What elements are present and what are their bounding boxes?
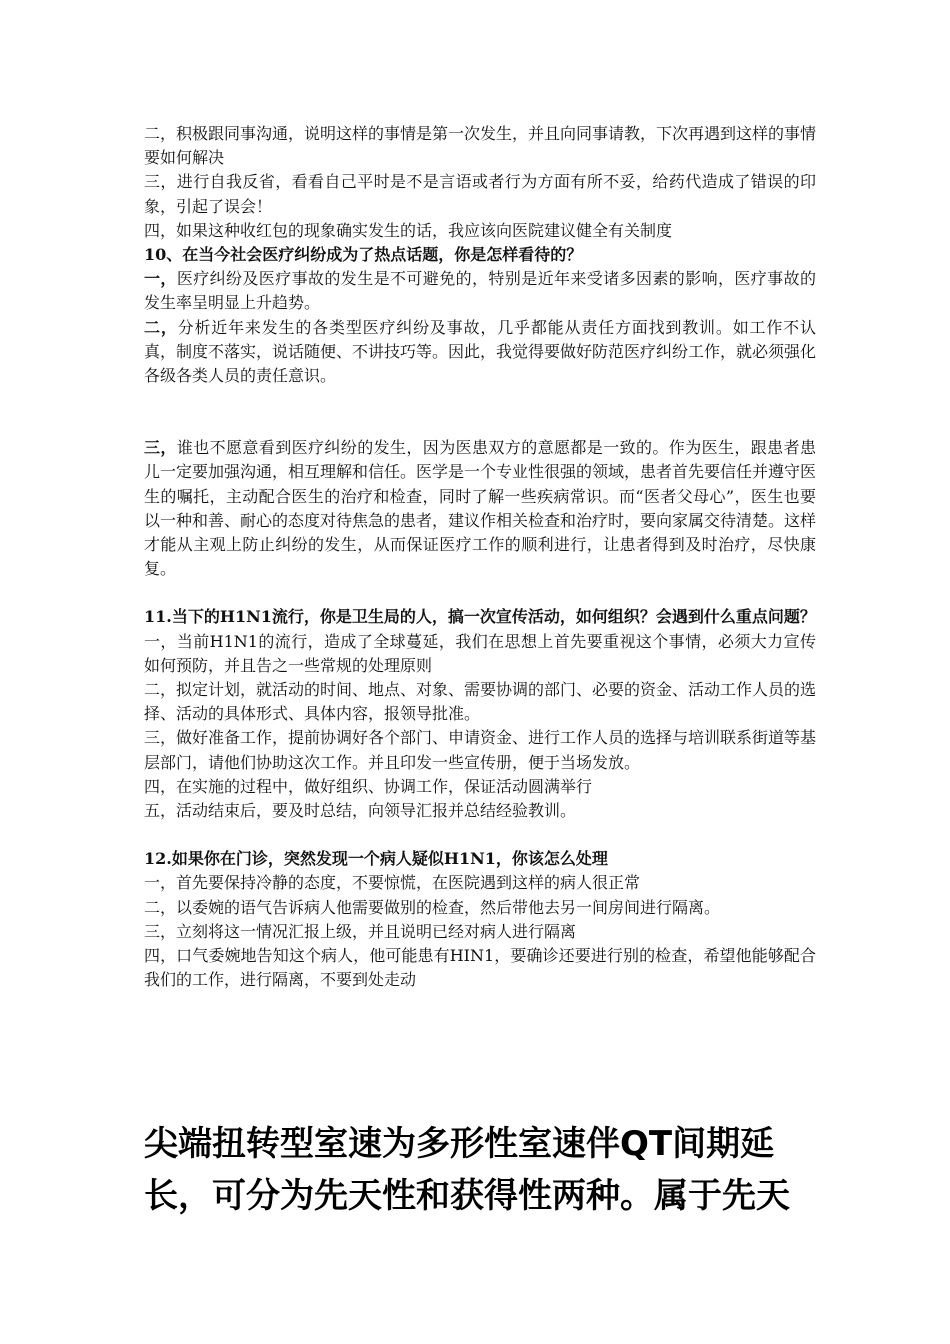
question-11-heading: 11.当下的H1N1流行，你是卫生局的人，搞一次宣传活动，如何组织？会遇到什么重点问题？ xyxy=(144,607,816,627)
answer-10-1 xyxy=(144,267,816,315)
answer-lead: 三， xyxy=(144,438,177,458)
paragraph: 五，活动结束后，要及时总结，向领导汇报并总结经验教训。 xyxy=(144,801,577,821)
answer-10-2 xyxy=(144,316,816,389)
answer-lead: 二， xyxy=(144,317,178,337)
answer-lead: 一， xyxy=(144,269,177,289)
large-heading-text: 尖端扭转型室速为多形性室速伴QT间期延长，可分为先天性和获得性两种。属于先天 xyxy=(144,1124,790,1216)
question-12-heading: 12.如果你在门诊，突然发现一个病人疑似H1N1，你该怎么处理 xyxy=(144,849,608,869)
paragraph: 一，当前H1N1的流行，造成了全球蔓延，我们在思想上首先要重视这个事情，必须大力宣传如何预防，并且告之一些常规的处理原则 xyxy=(144,631,816,675)
paragraph: 二，以委婉的语气告诉病人他需要做别的检查，然后带他去另一间房间进行隔离。 xyxy=(144,897,721,917)
answer-text: 分析近年来发生的各类型医疗纠纷及事故，几乎都能从责任方面找到教训。如工作不认真，制度不落实，说话随便、不讲技巧等。因此，我觉得要做好防范医疗纠纷工作，就必须强化各级各类人员的责任意识。 xyxy=(144,317,817,386)
paragraph: 四，在实施的过程中，做好组织、协调工作，保证活动圆满举行 xyxy=(144,776,593,796)
paragraph: 三，立刻将这一情况汇报上级，并且说明已经对病人进行隔离 xyxy=(144,921,577,941)
document-body xyxy=(144,122,816,993)
answer-text: 医疗纠纷及医疗事故的发生是不可避免的，特别是近年来受诸多因素的影响，医疗事故的发生率呈明显上升趋势。 xyxy=(144,269,816,313)
blank-line xyxy=(144,823,816,847)
paragraph: 三，做好准备工作，提前协调好各个部门、申请资金、进行工作人员的选择与培训联系街道等基层部门，请他们协助这次工作。并且印发一些宣传册，便于当场发放。 xyxy=(144,728,817,772)
paragraph: 一，首先要保持冷静的态度，不要惊慌，在医院遇到这样的病人很正常 xyxy=(144,873,641,893)
paragraph: 二，积极跟同事沟通，说明这样的事情是第一次发生，并且向同事请教，下次再遇到这样的事情要如何解决 xyxy=(144,124,817,168)
answer-10-3 xyxy=(144,436,816,581)
blank-line xyxy=(144,388,816,412)
answer-text: 谁也不愿意看到医疗纠纷的发生，因为医患双方的意愿都是一致的。作为医生，跟患者患儿一定要加强沟通，相互理解和信任。医学是一个专业性很强的领域，患者首先要信任并遵守医生的嘱托，主动配合医生的治疗和检查，同时了解一些疾病常识。而“医者父母心”，医生也要以一种和善、耐心的态度对待焦急的患者，建议作相关检查和治疗时，要向家属交待清楚。这样才能从主观上防止纠纷的发生，从而保证医疗工作的顺利进行，让患者得到及时治疗，尽快康复。 xyxy=(144,438,817,579)
paragraph: 四，如果这种收红包的现象确实发生的话，我应该向医院建议健全有关制度 xyxy=(144,220,673,240)
paragraph: 三，进行自我反省，看看自己平时是不是言语或者行为方面有所不妥，给药代造成了错误的印象，引起了误会！ xyxy=(144,172,816,216)
blank-line xyxy=(144,412,816,436)
paragraph: 四，口气委婉地告知这个病人，他可能患有HIN1，要确诊还要进行别的检查，希望他能够配合我们的工作，进行隔离，不要到处走动 xyxy=(144,946,816,990)
paragraph: 二，拟定计划，就活动的时间、地点、对象、需要协调的部门、必要的资金、活动工作人员的选择、活动的具体形式、具体内容，报领导批准。 xyxy=(144,680,817,724)
question-10-heading: 10、在当今社会医疗纠纷成为了热点话题，你是怎样看待的？ xyxy=(144,245,583,265)
blank-line xyxy=(144,581,816,605)
